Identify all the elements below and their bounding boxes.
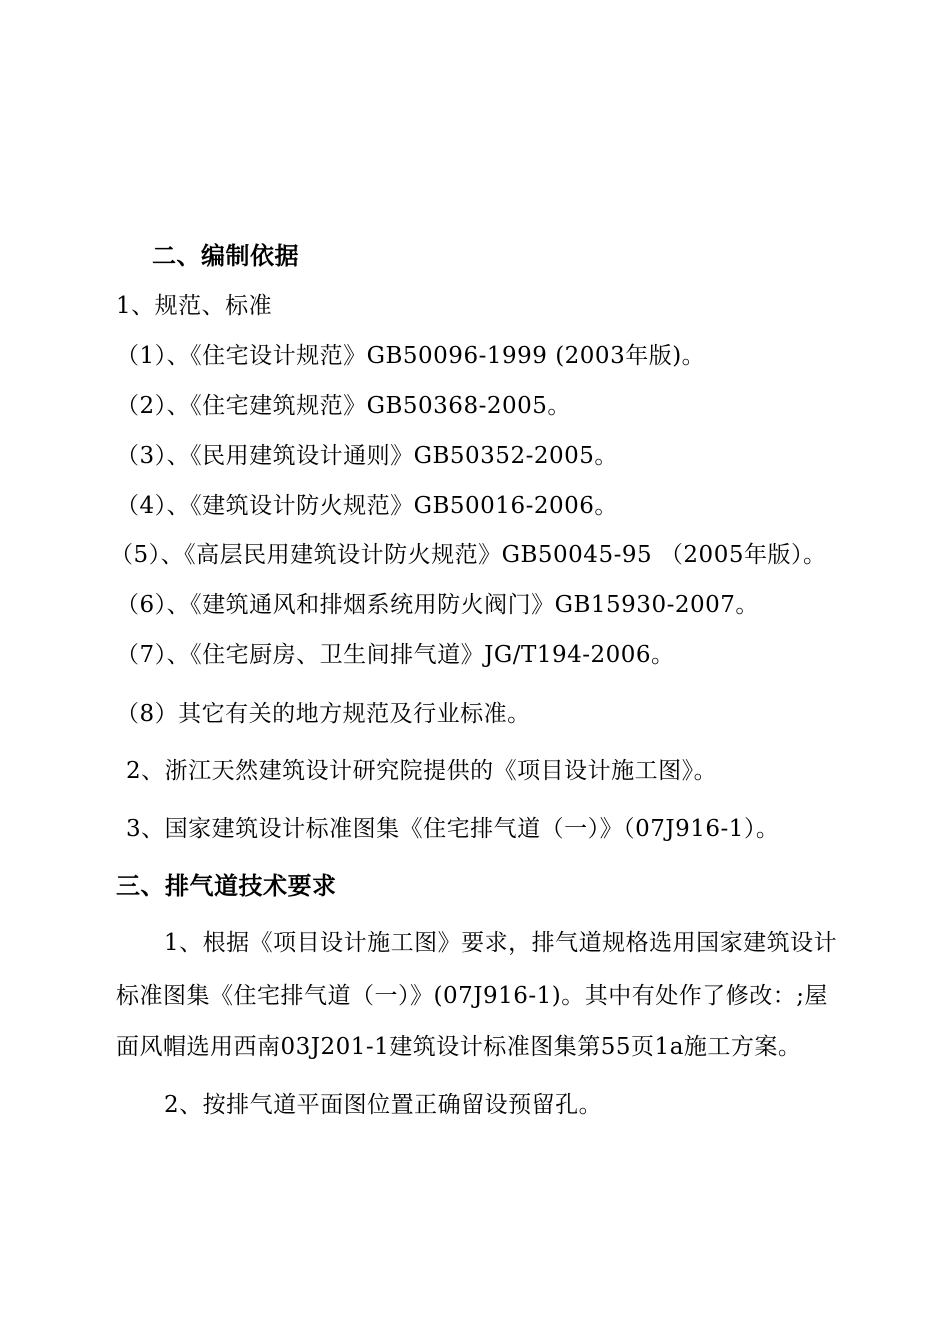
subsection-2-text: 2、浙江天然建筑设计研究院提供的《项目设计施工图》。 <box>126 758 718 784</box>
standard-item-6: （6）、《建筑通风和排烟系统用防火阀门》GB15930-2007。 <box>116 592 759 618</box>
paragraph-1-line-2: 标准图集《住宅排气道（一）》(07J916-1)。其中有处作了修改：;屋 <box>116 983 828 1009</box>
standard-item-7: （7）、《住宅厨房、卫生间排气道》JG/T194-2006。 <box>116 642 675 668</box>
subsection-3-text: 3、国家建筑设计标准图集《住宅排气道（一）》（07J916-1）。 <box>126 816 780 842</box>
subsection-1-title: 1、规范、标准 <box>116 293 273 319</box>
paragraph-1-line-1: 1、根据《项目设计施工图》要求，排气道规格选用国家建筑设计 <box>164 930 838 956</box>
standard-item-5: （5）、《高层民用建筑设计防火规范》GB50045-95 （2005年版）。 <box>110 542 827 568</box>
section-2-heading: 二、编制依据 <box>152 242 299 270</box>
standard-item-8: （8）其它有关的地方规范及行业标准。 <box>116 701 531 727</box>
section-3-heading: 三、排气道技术要求 <box>116 872 337 900</box>
paragraph-1-line-3: 面风帽选用西南03J201-1建筑设计标准图集第55页1a施工方案。 <box>116 1034 802 1060</box>
standard-item-1: （1）、《住宅设计规范》GB50096-1999 (2003年版)。 <box>116 343 706 369</box>
standard-item-3: （3）、《民用建筑设计通则》GB50352-2005。 <box>116 443 618 469</box>
standard-item-4: （4）、《建筑设计防火规范》GB50016-2006。 <box>116 493 618 519</box>
standard-item-2: （2）、《住宅建筑规范》GB50368-2005。 <box>116 393 571 419</box>
paragraph-2: 2、按排气道平面图位置正确留设预留孔。 <box>164 1092 603 1118</box>
